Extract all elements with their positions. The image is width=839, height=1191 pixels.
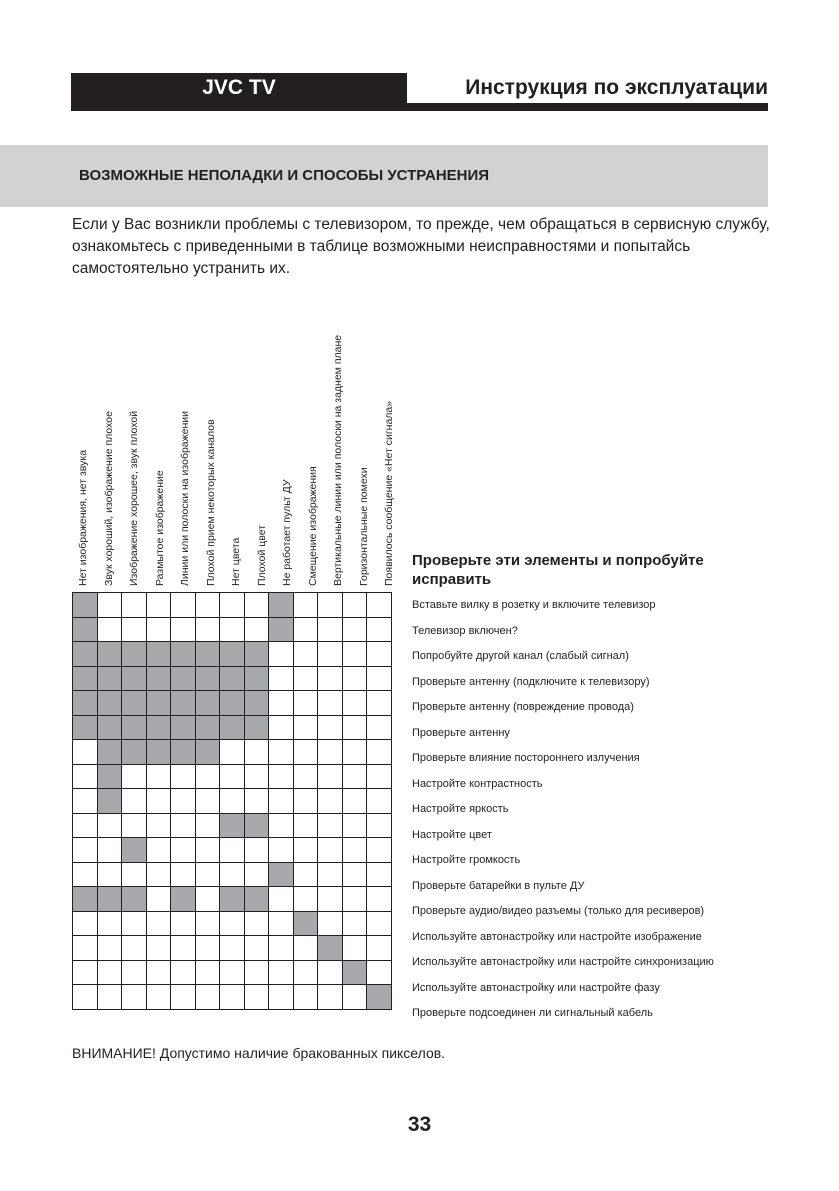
symptom-column-header [353, 288, 379, 588]
grid-row [73, 936, 392, 961]
grid-row [73, 642, 392, 667]
grid-cell [367, 911, 392, 936]
grid-cell-marked [146, 666, 171, 691]
grid-cell [293, 789, 318, 814]
grid-cell [73, 789, 98, 814]
grid-cell [293, 715, 318, 740]
warning-note: ВНИМАНИЕ! Допустимо наличие бракованных пикселов. [72, 1045, 446, 1061]
grid-cell [220, 838, 245, 863]
grid-row [73, 715, 392, 740]
grid-cell [367, 740, 392, 765]
grid-cell [244, 936, 269, 961]
grid-cell [146, 593, 171, 618]
grid-row [73, 691, 392, 716]
grid-cell-marked [73, 642, 98, 667]
symptom-column-header [251, 288, 277, 588]
action-label: Используйте автонастройку или настройте синхронизацию [412, 956, 714, 968]
grid-cell-marked [146, 740, 171, 765]
symptom-column-header [378, 288, 404, 588]
symptom-label: Плохой прием некоторых каналов [204, 419, 217, 586]
grid-cell [244, 838, 269, 863]
grid-cell-marked [97, 642, 122, 667]
grid-row [73, 838, 392, 863]
grid-cell [293, 617, 318, 642]
grid-cell [342, 911, 367, 936]
grid-cell [367, 838, 392, 863]
grid-cell [146, 617, 171, 642]
grid-cell-marked [244, 887, 269, 912]
grid-cell [367, 764, 392, 789]
grid-cell-marked [146, 715, 171, 740]
grid-cell [146, 887, 171, 912]
grid-cell-marked [97, 691, 122, 716]
grid-cell [146, 911, 171, 936]
grid-cell [367, 813, 392, 838]
grid-cell [269, 936, 294, 961]
grid-cell [318, 617, 343, 642]
grid-cell [342, 789, 367, 814]
grid-cell-marked [122, 838, 147, 863]
grid-cell [195, 887, 220, 912]
grid-cell [367, 593, 392, 618]
grid-cell [342, 862, 367, 887]
grid-cell-marked [220, 715, 245, 740]
grid-cell [73, 936, 98, 961]
grid-cell-marked [195, 691, 220, 716]
grid-row [73, 887, 392, 912]
grid-cell [122, 764, 147, 789]
grid-cell [293, 691, 318, 716]
symptom-label: Не работает пульт ДУ [281, 479, 293, 586]
grid-cell [342, 593, 367, 618]
grid-cell [244, 764, 269, 789]
symptom-column-header [98, 288, 124, 588]
grid-cell [97, 862, 122, 887]
page-number: 33 [407, 1113, 432, 1136]
grid-cell [269, 642, 294, 667]
grid-cell [73, 911, 98, 936]
grid-cell [220, 593, 245, 618]
grid-cell-marked [244, 666, 269, 691]
symptom-label: Размытое изображение [153, 470, 166, 586]
grid-cell [195, 593, 220, 618]
grid-cell-marked [195, 740, 220, 765]
header-rule [71, 103, 768, 111]
grid-cell [342, 691, 367, 716]
action-label: Проверьте батарейки в пульте ДУ [412, 879, 585, 892]
grid-cell [269, 691, 294, 716]
grid-cell [318, 813, 343, 838]
grid-cell-marked [97, 887, 122, 912]
grid-cell [171, 960, 196, 985]
grid-row [73, 985, 392, 1010]
grid-cell-marked [195, 666, 220, 691]
symptom-column-headers [72, 288, 404, 588]
grid-cell-marked [318, 936, 343, 961]
actions-header: Проверьте эти элементы и попробуйте исправить [412, 552, 704, 588]
grid-cell [318, 740, 343, 765]
grid-cell [97, 936, 122, 961]
grid-cell-marked [146, 691, 171, 716]
grid-cell-marked [244, 813, 269, 838]
grid-cell [244, 617, 269, 642]
grid-cell-marked [171, 691, 196, 716]
grid-cell-marked [122, 740, 147, 765]
grid-cell [171, 813, 196, 838]
grid-cell [293, 593, 318, 618]
action-label: Настройте контрастность [412, 777, 543, 790]
grid-cell [122, 862, 147, 887]
action-label: Проверьте аудио/видео разъемы (только для ресиверов) [412, 905, 705, 917]
grid-cell-marked [97, 740, 122, 765]
grid-cell [195, 960, 220, 985]
grid-cell [122, 617, 147, 642]
grid-cell-marked [97, 715, 122, 740]
grid-cell [293, 936, 318, 961]
grid-cell [342, 740, 367, 765]
symptom-column-header [123, 288, 149, 588]
grid-cell-marked [220, 887, 245, 912]
action-label: Проверьте антенну (подключите к телевизору) [412, 675, 650, 688]
grid-cell [97, 593, 122, 618]
grid-cell [97, 617, 122, 642]
grid-cell [367, 936, 392, 961]
grid-cell [367, 887, 392, 912]
action-label: Телевизор включен? [412, 624, 518, 637]
grid-cell [269, 740, 294, 765]
grid-cell [269, 764, 294, 789]
grid-cell [318, 764, 343, 789]
grid-cell [367, 691, 392, 716]
grid-cell-marked [269, 593, 294, 618]
grid-cell [318, 691, 343, 716]
grid-cell [318, 985, 343, 1010]
grid-cell [73, 960, 98, 985]
symptom-label: Появилось сообщение «Нет сигнала» [383, 400, 395, 586]
grid-cell [73, 838, 98, 863]
action-label: Используйте автонастройку или настройте изображение [412, 930, 702, 943]
action-label: Проверьте антенну (повреждение провода) [412, 701, 634, 713]
grid-row [73, 789, 392, 814]
grid-cell [342, 813, 367, 838]
grid-row [73, 960, 392, 985]
grid-cell [171, 617, 196, 642]
grid-cell-marked [73, 691, 98, 716]
grid-cell [97, 911, 122, 936]
grid-cell [318, 666, 343, 691]
grid-row [73, 764, 392, 789]
grid-cell [146, 985, 171, 1010]
grid-cell [73, 740, 98, 765]
grid-cell [220, 862, 245, 887]
grid-cell [342, 764, 367, 789]
grid-cell [269, 813, 294, 838]
grid-cell [318, 960, 343, 985]
symptom-column-header [225, 288, 251, 588]
symptom-column-header [72, 288, 98, 588]
grid-cell [220, 936, 245, 961]
action-label: Настройте яркость [412, 803, 509, 815]
grid-cell-marked [122, 887, 147, 912]
grid-cell [269, 887, 294, 912]
grid-cell-marked [171, 666, 196, 691]
grid-cell [146, 838, 171, 863]
grid-cell-marked [220, 691, 245, 716]
grid-cell [318, 862, 343, 887]
grid-cell [195, 911, 220, 936]
grid-cell [73, 813, 98, 838]
grid-cell [269, 985, 294, 1010]
grid-cell [122, 985, 147, 1010]
grid-row [73, 617, 392, 642]
action-label: Проверьте влияние постороннего излучения [412, 752, 640, 764]
grid-cell [293, 666, 318, 691]
section-title: ВОЗМОЖНЫЕ НЕПОЛАДКИ И СПОСОБЫ УСТРАНЕНИЯ [79, 167, 490, 184]
grid-cell [318, 789, 343, 814]
grid-cell [293, 642, 318, 667]
grid-cell-marked [293, 911, 318, 936]
grid-cell [318, 887, 343, 912]
grid-cell [269, 789, 294, 814]
grid-cell-marked [122, 666, 147, 691]
grid-cell [73, 862, 98, 887]
grid-row [73, 666, 392, 691]
symptom-label: Горизонтальные помехи [357, 467, 370, 586]
grid-cell [220, 960, 245, 985]
grid-cell [342, 887, 367, 912]
grid-cell-marked [269, 862, 294, 887]
grid-row [73, 593, 392, 618]
grid-cell-marked [342, 960, 367, 985]
grid-cell-marked [73, 887, 98, 912]
action-label: Проверьте антенну [412, 726, 510, 739]
grid-cell [220, 985, 245, 1010]
grid-cell [195, 789, 220, 814]
symptom-column-header [174, 288, 200, 588]
grid-cell [244, 862, 269, 887]
symptom-label: Нет цвета [230, 537, 242, 586]
grid-cell [73, 764, 98, 789]
symptom-label: Вертикальные линии или полоски на заднем плане [332, 334, 344, 586]
grid-cell [146, 764, 171, 789]
grid-cell [195, 862, 220, 887]
grid-cell [171, 593, 196, 618]
grid-row [73, 813, 392, 838]
grid-cell-marked [220, 813, 245, 838]
grid-cell [367, 715, 392, 740]
action-label: Вставьте вилку в розетку и включите телевизор [412, 599, 656, 611]
grid-cell [220, 789, 245, 814]
grid-cell [73, 985, 98, 1010]
grid-cell [342, 936, 367, 961]
symptom-label: Смещение изображения [306, 466, 319, 586]
symptom-label: Линии или полоски на изображении [179, 410, 191, 586]
grid-cell-marked [220, 642, 245, 667]
action-list [412, 592, 714, 1026]
grid-cell [293, 887, 318, 912]
grid-cell [146, 960, 171, 985]
grid-cell [269, 838, 294, 863]
grid-cell [220, 764, 245, 789]
grid-cell [244, 740, 269, 765]
grid-cell [146, 813, 171, 838]
grid-cell [195, 617, 220, 642]
grid-cell [122, 593, 147, 618]
grid-cell [171, 838, 196, 863]
grid-cell [342, 985, 367, 1010]
grid-cell [122, 960, 147, 985]
grid-cell [367, 862, 392, 887]
symptom-label: Плохой цвет [255, 524, 268, 586]
grid-cell [367, 642, 392, 667]
grid-cell [195, 764, 220, 789]
grid-cell-marked [171, 740, 196, 765]
grid-row [73, 911, 392, 936]
grid-cell [171, 862, 196, 887]
grid-cell [195, 985, 220, 1010]
troubleshooting-grid [72, 592, 392, 1010]
grid-cell [146, 862, 171, 887]
grid-cell-marked [73, 715, 98, 740]
grid-cell-marked [244, 642, 269, 667]
grid-cell [318, 715, 343, 740]
grid-cell-marked [195, 642, 220, 667]
grid-cell [318, 838, 343, 863]
grid-cell-marked [269, 617, 294, 642]
grid-cell [342, 715, 367, 740]
grid-cell [122, 911, 147, 936]
grid-cell [97, 838, 122, 863]
grid-cell [269, 715, 294, 740]
grid-cell-marked [122, 715, 147, 740]
grid-cell [293, 813, 318, 838]
grid-cell [171, 911, 196, 936]
grid-cell [293, 740, 318, 765]
action-label: Попробуйте другой канал (слабый сигнал) [412, 650, 629, 662]
grid-cell [269, 666, 294, 691]
grid-cell-marked [122, 642, 147, 667]
grid-cell [318, 911, 343, 936]
grid-cell [293, 862, 318, 887]
action-label: Настройте цвет [412, 828, 492, 841]
grid-cell [171, 985, 196, 1010]
header-title: Инструкция по эксплуатации [465, 76, 768, 99]
grid-cell [220, 911, 245, 936]
grid-cell [269, 960, 294, 985]
grid-cell-marked [97, 666, 122, 691]
grid-cell [244, 960, 269, 985]
action-label: Проверьте подсоединен ли сигнальный кабель [412, 1007, 653, 1019]
grid-cell [171, 764, 196, 789]
grid-cell [367, 617, 392, 642]
symptom-column-header [302, 288, 328, 588]
grid-cell [293, 838, 318, 863]
grid-cell [97, 813, 122, 838]
grid-cell [318, 642, 343, 667]
grid-cell-marked [122, 691, 147, 716]
grid-cell [342, 617, 367, 642]
grid-cell [244, 911, 269, 936]
grid-cell-marked [171, 715, 196, 740]
symptom-label: Нет изображения, нет звука [77, 449, 89, 586]
grid-cell [318, 593, 343, 618]
grid-cell [244, 593, 269, 618]
grid-cell-marked [220, 666, 245, 691]
symptom-column-header [200, 288, 226, 588]
grid-cell [293, 764, 318, 789]
symptom-column-header [276, 288, 302, 588]
grid-cell [244, 789, 269, 814]
header-brand: JVC TV [202, 76, 276, 99]
grid-cell-marked [244, 691, 269, 716]
grid-cell [367, 789, 392, 814]
grid-cell [195, 813, 220, 838]
grid-cell [293, 985, 318, 1010]
grid-row [73, 740, 392, 765]
grid-cell [122, 936, 147, 961]
grid-cell [220, 617, 245, 642]
grid-cell-marked [171, 887, 196, 912]
grid-cell-marked [195, 715, 220, 740]
grid-cell [342, 642, 367, 667]
grid-cell [220, 740, 245, 765]
grid-cell-marked [73, 593, 98, 618]
grid-cell [269, 911, 294, 936]
grid-cell [97, 985, 122, 1010]
grid-cell-marked [367, 985, 392, 1010]
grid-cell [122, 813, 147, 838]
grid-cell [342, 838, 367, 863]
grid-cell-marked [73, 666, 98, 691]
grid-cell [195, 838, 220, 863]
symptom-label: Изображение хорошее, звук плохой [128, 410, 140, 586]
intro-paragraph: Если у Вас возникли проблемы с телевизором, то прежде, чем обращаться в сервисную службу, ознакомьтесь с приведенными в таблице возможными неисправностями и попытайсь самостоятельно устранить их. [72, 216, 770, 277]
grid-cell [367, 960, 392, 985]
grid-row [73, 862, 392, 887]
symptom-column-header [149, 288, 175, 588]
grid-cell [244, 985, 269, 1010]
action-label: Используйте автонастройку или настройте фазу [412, 981, 660, 994]
grid-cell-marked [244, 715, 269, 740]
grid-cell [171, 789, 196, 814]
grid-cell-marked [171, 642, 196, 667]
grid-cell [97, 960, 122, 985]
grid-cell-marked [97, 789, 122, 814]
grid-cell-marked [97, 764, 122, 789]
grid-cell [342, 666, 367, 691]
grid-cell [171, 936, 196, 961]
symptom-label: Звук хороший, изображение плохое [102, 411, 115, 586]
grid-cell-marked [146, 642, 171, 667]
grid-cell [146, 936, 171, 961]
grid-cell [195, 936, 220, 961]
symptom-column-header [327, 288, 353, 588]
grid-cell [293, 960, 318, 985]
action-label: Настройте громкость [412, 854, 521, 866]
grid-cell [146, 789, 171, 814]
grid-cell [122, 789, 147, 814]
grid-cell-marked [73, 617, 98, 642]
grid-cell [367, 666, 392, 691]
